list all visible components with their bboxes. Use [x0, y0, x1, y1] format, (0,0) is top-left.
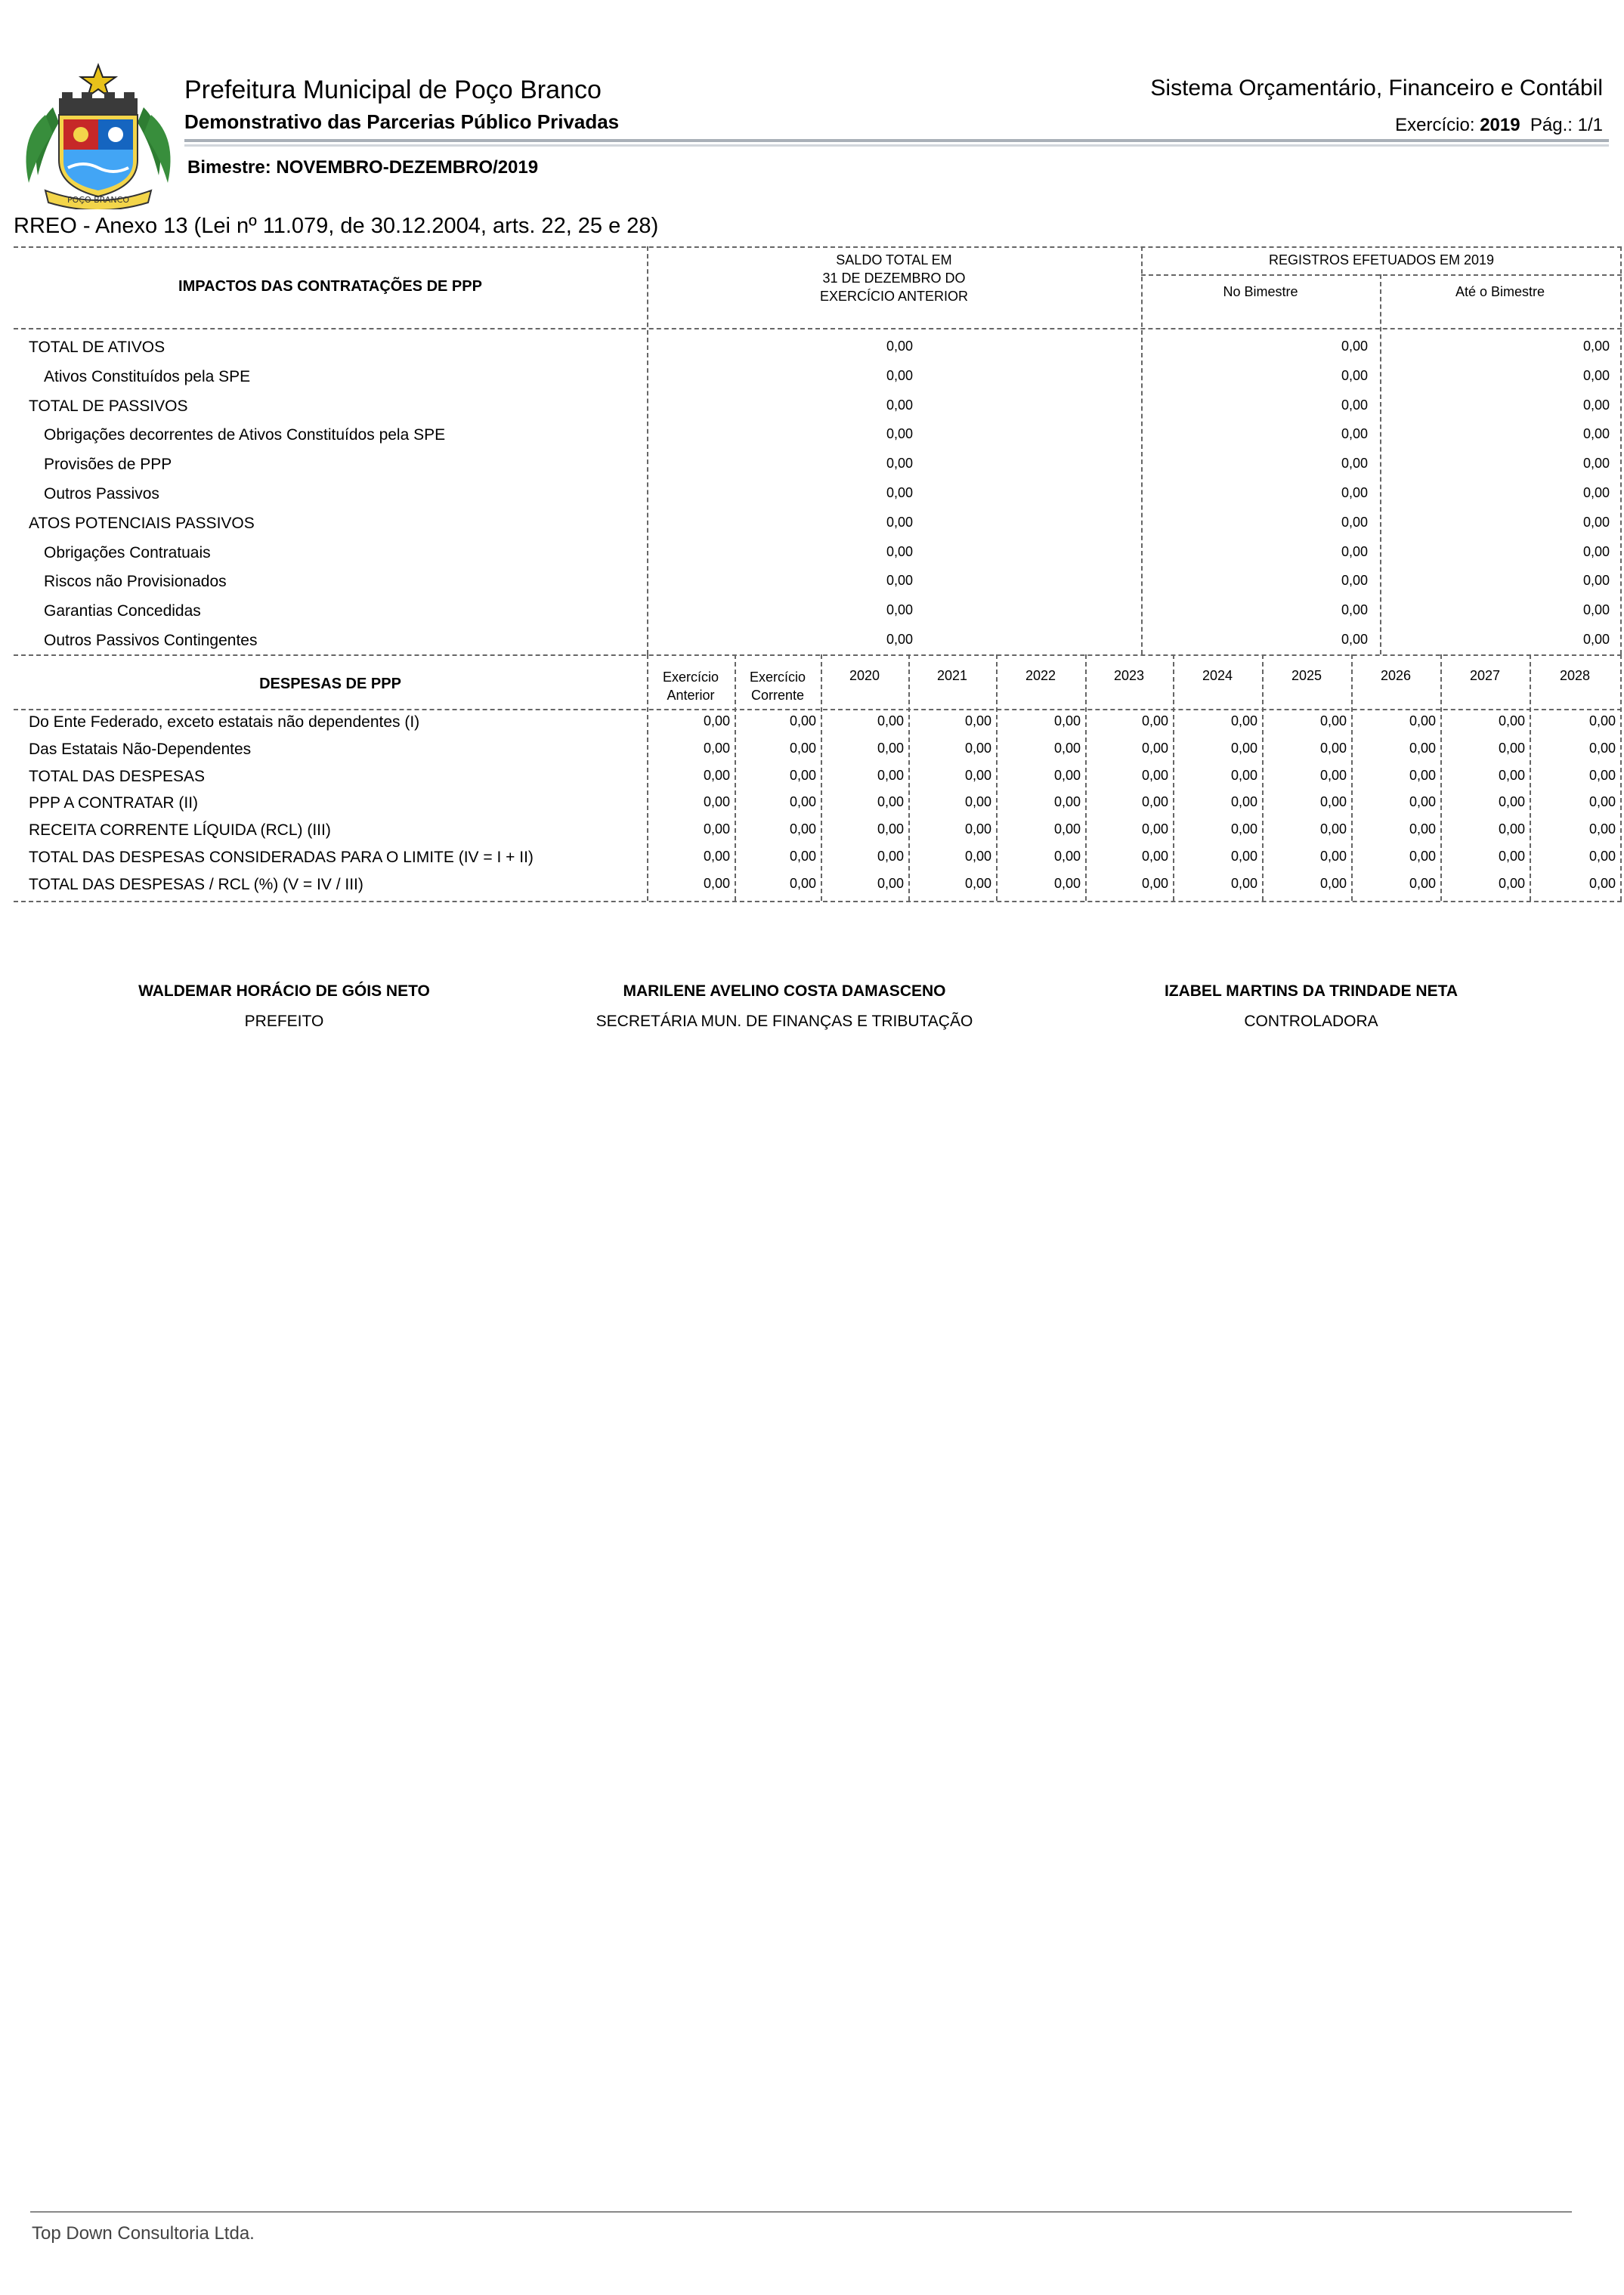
cell-value: 0,00 — [1409, 767, 1436, 783]
year-header: 2020 — [849, 668, 880, 683]
cell-value: 0,00 — [1053, 821, 1081, 837]
cell-value: 0,00 — [964, 794, 991, 810]
no-bimestre-value: 0,00 — [1341, 456, 1368, 472]
ate-bimestre-value: 0,00 — [1582, 573, 1610, 589]
saldo-value: 0,00 — [886, 339, 913, 354]
page-number: Pág.: 1/1 — [1530, 115, 1603, 135]
no-bimestre-value: 0,00 — [1341, 485, 1368, 500]
cell-value: 0,00 — [1319, 767, 1347, 783]
no-bimestre-value: 0,00 — [1341, 367, 1368, 383]
col-divider — [1141, 246, 1143, 654]
ate-bimestre-value: 0,00 — [1582, 543, 1610, 559]
cell-value: 0,00 — [1498, 849, 1525, 864]
ate-bimestre-value: 0,00 — [1582, 339, 1610, 354]
row-label: Garantias Concedidas — [44, 602, 201, 620]
report-subtitle: Demonstrativo das Parcerias Público Privadas — [184, 110, 620, 133]
ate-bimestre-header: Até o Bimestre — [1455, 284, 1545, 299]
registros-divider — [1141, 274, 1622, 276]
saldo-header — [647, 251, 1141, 305]
cell-value: 0,00 — [877, 875, 904, 891]
despesas-header: DESPESAS DE PPP — [259, 676, 401, 692]
row-label: Obrigações Contratuais — [44, 543, 211, 561]
saldo-value: 0,00 — [886, 573, 913, 589]
no-bimestre-value: 0,00 — [1341, 602, 1368, 618]
cell-value: 0,00 — [1498, 740, 1525, 756]
cell-value: 0,00 — [703, 849, 730, 864]
impactos-header: IMPACTOS DAS CONTRATAÇÕES DE PPP — [178, 278, 482, 295]
ate-bimestre-value: 0,00 — [1582, 602, 1610, 618]
row-label: PPP A CONTRATAR (II) — [29, 794, 199, 812]
col-divider — [1620, 246, 1622, 654]
ate-bimestre-value: 0,00 — [1582, 426, 1610, 442]
cell-value: 0,00 — [1141, 740, 1168, 756]
cell-value: 0,00 — [1141, 713, 1168, 728]
cell-value: 0,00 — [789, 767, 816, 783]
report-title: RREO - Anexo 13 (Lei nº 11.079, de 30.12.2004, arts. 22, 25 e 28) — [14, 214, 659, 238]
row-label: Outros Passivos — [44, 485, 159, 503]
cell-value: 0,00 — [1319, 740, 1347, 756]
cell-value: 0,00 — [1409, 713, 1436, 728]
row-label: Do Ente Federado, exceto estatais não dependentes (I) — [29, 713, 420, 731]
year-header: 2023 — [1113, 668, 1145, 683]
cell-value: 0,00 — [1319, 794, 1347, 810]
cell-value: 0,00 — [1141, 767, 1168, 783]
saldo-value: 0,00 — [886, 485, 913, 500]
saldo-value: 0,00 — [886, 543, 913, 559]
saldo-value: 0,00 — [886, 367, 913, 383]
cell-value: 0,00 — [964, 875, 991, 891]
cell-value: 0,00 — [1319, 821, 1347, 837]
ate-bimestre-value: 0,00 — [1582, 632, 1610, 647]
year-header: 2025 — [1291, 668, 1322, 683]
cell-value: 0,00 — [964, 849, 991, 864]
cell-value: 0,00 — [877, 713, 904, 728]
cell-value: 0,00 — [789, 713, 816, 728]
saldo-value: 0,00 — [886, 397, 913, 413]
cell-value: 0,00 — [1409, 849, 1436, 864]
cell-value: 0,00 — [703, 794, 730, 810]
cell-value: 0,00 — [1498, 794, 1525, 810]
exercicio-corrente-header — [735, 668, 821, 704]
ate-bimestre-value: 0,00 — [1582, 485, 1610, 500]
header-rule-light — [184, 144, 1609, 147]
row-label: Provisões de PPP — [44, 456, 172, 474]
municipality-title: Prefeitura Municipal de Poço Branco — [184, 76, 602, 104]
cell-value: 0,00 — [1588, 767, 1616, 783]
cell-value: 0,00 — [703, 821, 730, 837]
row-label: TOTAL DE ATIVOS — [29, 339, 165, 356]
col-divider — [647, 246, 648, 654]
cell-value: 0,00 — [1409, 821, 1436, 837]
no-bimestre-value: 0,00 — [1341, 632, 1368, 647]
cell-value: 0,00 — [1588, 713, 1616, 728]
ate-bimestre-value: 0,00 — [1582, 456, 1610, 472]
cell-value: 0,00 — [789, 875, 816, 891]
col-divider — [1620, 654, 1622, 901]
cell-value: 0,00 — [1498, 713, 1525, 728]
cell-value: 0,00 — [1053, 713, 1081, 728]
ate-bimestre-value: 0,00 — [1582, 397, 1610, 413]
exercicio-corrente-line2: Corrente — [750, 688, 805, 703]
no-bimestre-value: 0,00 — [1341, 573, 1368, 589]
saldo-value: 0,00 — [886, 632, 913, 647]
cell-value: 0,00 — [964, 821, 991, 837]
cell-value: 0,00 — [1053, 849, 1081, 864]
saldo-header-line1: SALDO TOTAL EM — [836, 252, 952, 268]
cell-value: 0,00 — [1141, 821, 1168, 837]
row-label: TOTAL DAS DESPESAS — [29, 767, 206, 785]
cell-value: 0,00 — [703, 875, 730, 891]
registros-header: REGISTROS EFETUADOS EM 2019 — [1268, 252, 1495, 268]
section-divider — [14, 654, 1622, 656]
cell-value: 0,00 — [703, 767, 730, 783]
signatory-name: IZABEL MARTINS DA TRINDADE NETA — [1164, 982, 1459, 1000]
signatory-role: SECRETÁRIA MUN. DE FINANÇAS E TRIBUTAÇÃO — [595, 1013, 973, 1030]
cell-value: 0,00 — [964, 713, 991, 728]
cell-value: 0,00 — [1409, 740, 1436, 756]
cell-value: 0,00 — [877, 821, 904, 837]
cell-value: 0,00 — [1230, 875, 1257, 891]
year-header: 2026 — [1380, 668, 1412, 683]
saldo-value: 0,00 — [886, 426, 913, 442]
cell-value: 0,00 — [1053, 875, 1081, 891]
row-label: Outros Passivos Contingentes — [44, 632, 258, 649]
col-divider — [1380, 274, 1381, 654]
cell-value: 0,00 — [1319, 713, 1347, 728]
system-name: Sistema Orçamentário, Financeiro e Contábil — [1150, 76, 1603, 101]
saldo-header-line3: EXERCÍCIO ANTERIOR — [819, 289, 969, 304]
exercicio-anterior-header — [648, 668, 733, 704]
no-bimestre-value: 0,00 — [1341, 397, 1368, 413]
signatory-role: CONTROLADORA — [1244, 1013, 1378, 1030]
row-label: ATOS POTENCIAIS PASSIVOS — [29, 514, 255, 532]
cell-value: 0,00 — [1141, 794, 1168, 810]
row-label: Das Estatais Não-Dependentes — [29, 740, 252, 758]
footer-company: Top Down Consultoria Ltda. — [32, 2223, 255, 2244]
cell-value: 0,00 — [1409, 875, 1436, 891]
saldo-header-line2: 31 DE DEZEMBRO DO — [822, 271, 966, 286]
cell-value: 0,00 — [877, 767, 904, 783]
exercicio-corrente-line1: Exercício — [749, 670, 806, 685]
exercicio-year: 2019 — [1480, 115, 1520, 135]
row-label: RECEITA CORRENTE LÍQUIDA (RCL) (III) — [29, 821, 331, 840]
cell-value: 0,00 — [1230, 713, 1257, 728]
exercicio-anterior-line2: Anterior — [667, 688, 715, 703]
cell-value: 0,00 — [1498, 821, 1525, 837]
cell-value: 0,00 — [1498, 875, 1525, 891]
cell-value: 0,00 — [1141, 849, 1168, 864]
no-bimestre-value: 0,00 — [1341, 339, 1368, 354]
signatory-role: PREFEITO — [244, 1013, 324, 1030]
row-label: TOTAL DAS DESPESAS CONSIDERADAS PARA O LIMITE (IV = I + II) — [29, 849, 534, 866]
cell-value: 0,00 — [703, 740, 730, 756]
cell-value: 0,00 — [789, 849, 816, 864]
saldo-value: 0,00 — [886, 514, 913, 530]
saldo-value: 0,00 — [886, 456, 913, 472]
cell-value: 0,00 — [789, 821, 816, 837]
cell-value: 0,00 — [877, 740, 904, 756]
footer-rule — [30, 2211, 1572, 2213]
cell-value: 0,00 — [964, 767, 991, 783]
year-header: 2027 — [1469, 668, 1501, 683]
cell-value: 0,00 — [1498, 767, 1525, 783]
header-rule — [184, 139, 1609, 142]
despesas-header-bottom — [14, 709, 1622, 710]
exercicio-page-info — [1395, 115, 1603, 136]
cell-value: 0,00 — [789, 794, 816, 810]
cell-value: 0,00 — [1588, 794, 1616, 810]
cell-value: 0,00 — [1588, 740, 1616, 756]
bimestre-label: Bimestre: NOVEMBRO-DEZEMBRO/2019 — [187, 157, 539, 178]
row-label: Riscos não Provisionados — [44, 573, 227, 591]
exercicio-anterior-line1: Exercício — [662, 670, 719, 685]
signatory-name: MARILENE AVELINO COSTA DAMASCENO — [623, 982, 946, 1000]
ate-bimestre-value: 0,00 — [1582, 367, 1610, 383]
cell-value: 0,00 — [1588, 875, 1616, 891]
ate-bimestre-value: 0,00 — [1582, 514, 1610, 530]
cell-value: 0,00 — [1141, 875, 1168, 891]
cell-value: 0,00 — [1319, 875, 1347, 891]
row-label: Ativos Constituídos pela SPE — [44, 367, 251, 385]
year-header: 2022 — [1025, 668, 1056, 683]
cell-value: 0,00 — [1230, 849, 1257, 864]
cell-value: 0,00 — [1588, 821, 1616, 837]
cell-value: 0,00 — [1053, 794, 1081, 810]
saldo-value: 0,00 — [886, 602, 913, 618]
municipal-crest-logo — [15, 62, 181, 209]
no-bimestre-value: 0,00 — [1341, 543, 1368, 559]
cell-value: 0,00 — [877, 849, 904, 864]
row-label: TOTAL DAS DESPESAS / RCL (%) (V = IV / III) — [29, 875, 363, 893]
cell-value: 0,00 — [1409, 794, 1436, 810]
cell-value: 0,00 — [789, 740, 816, 756]
cell-value: 0,00 — [964, 740, 991, 756]
svg-text:POÇO BRANCO: POÇO BRANCO — [67, 195, 129, 205]
cell-value: 0,00 — [877, 794, 904, 810]
signatory-name: WALDEMAR HORÁCIO DE GÓIS NETO — [138, 982, 430, 1000]
year-header: 2028 — [1559, 668, 1591, 683]
table-border-bottom — [14, 901, 1622, 902]
row-label: Obrigações decorrentes de Ativos Constituídos pela SPE — [44, 426, 446, 444]
cell-value: 0,00 — [1319, 849, 1347, 864]
cell-value: 0,00 — [1230, 821, 1257, 837]
cell-value: 0,00 — [1230, 767, 1257, 783]
year-header: 2021 — [936, 668, 968, 683]
no-bimestre-value: 0,00 — [1341, 514, 1368, 530]
exercicio-label: Exercício: — [1395, 115, 1475, 135]
cell-value: 0,00 — [703, 713, 730, 728]
row-label: TOTAL DE PASSIVOS — [29, 397, 188, 415]
cell-value: 0,00 — [1230, 794, 1257, 810]
cell-value: 0,00 — [1053, 740, 1081, 756]
cell-value: 0,00 — [1588, 849, 1616, 864]
year-header: 2024 — [1202, 668, 1233, 683]
table-border-top — [14, 246, 1622, 248]
no-bimestre-header: No Bimestre — [1223, 284, 1298, 299]
no-bimestre-value: 0,00 — [1341, 426, 1368, 442]
cell-value: 0,00 — [1230, 740, 1257, 756]
cell-value: 0,00 — [1053, 767, 1081, 783]
